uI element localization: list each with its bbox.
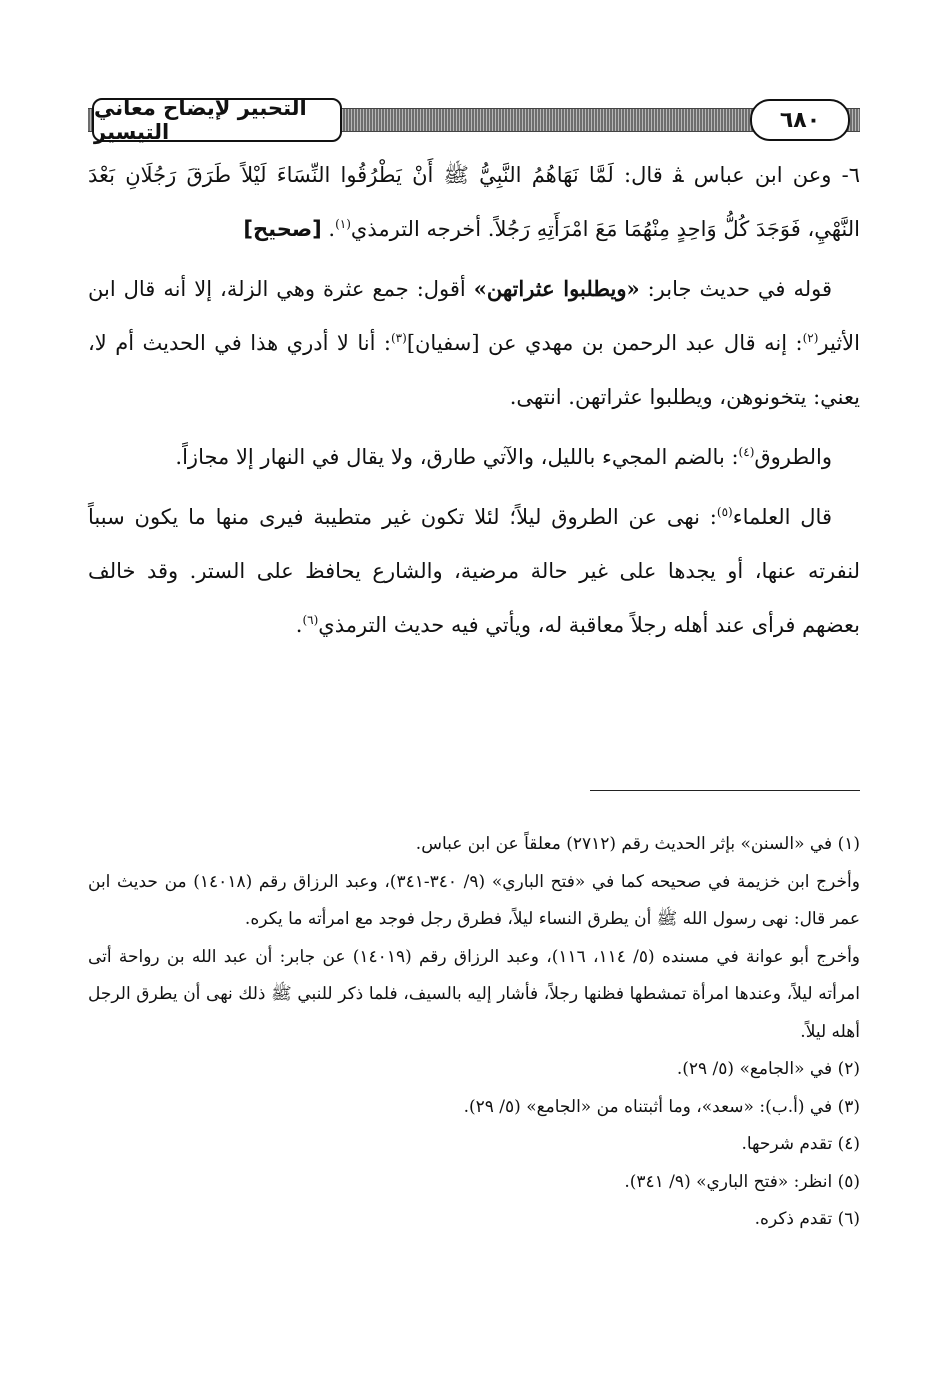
commentary-paragraph-3: قال العلماء$^{(٥)}$: نهى عن الطروق ليلاً؛ لئلا تكون غير متطيبة فيرى منها ما يكون سبباً لنفرته عنها، أو يجدها على غير حالة مرضية، والشارع يحافظ على الستر. وقد خالف بعضهم فرأى عند أهله رجلاً معاقبة له، ويأتي فيه حديث الترمذي$^{(٦)}$. xyxy=(88,505,860,637)
page-number: ٦٨٠ xyxy=(750,99,850,141)
footnote-ref-1: (١) xyxy=(335,217,351,231)
footnote-2: (٢) في «الجامع» (٥/ ٢٩). xyxy=(676,1059,860,1079)
commentary-paragraph-1: قوله في حديث جابر: «ويطلبوا عثراتهن» أقول: جمع عثرة وهي الزلة، إلا أنه قال ابن الأثير$^{(٢)}$: إنه قال عبد الرحمن بن مهدي عن [سفيان]$^{(٣)}$: أنا لا أدري هذا في الحديث أم لا، يعني: يتخونوهن، ويطلبوا عثراتهن. انتهى. xyxy=(88,276,860,409)
footnote-6: (٦) تقدم ذكره. xyxy=(754,1209,860,1229)
hadith-text: لَمَّا نَهَاهُمُ النَّبِيُّ ﷺ أَنْ يَطْرُقُوا النِّسَاءَ لَيْلاً طَرَقَ رَجُلَانِ بَعْدَ النَّهْيِ، فَوَجَدَ كُلُّ وَاحِدٍ مِنْهُمَا مَعَ امْرَأَتِهِ رَجُلاً xyxy=(88,163,860,241)
quoted-phrase: «ويطلبوا عثراتهن» xyxy=(473,276,640,301)
book-title: التحبير لإيضاح معاني التيسير xyxy=(92,98,342,142)
footnote-ref-4: (٤) xyxy=(738,445,755,459)
footnote-1-cont-b: وأخرج أبو عوانة في مسنده (٥/ ١١٤، ١١٦)، وعبد الرزاق رقم (١٤٠١٩) عن جابر: أن عبد الله بن رواحة أتى امرأته ليلاً، وعندها امرأة تمشطها فظنها رجلاً، فأشار إليه بالسيف، فلما ذكر للنبي ﷺ ذلك نهى أن يطرق الرجل أهله ليلاً. xyxy=(88,946,861,1042)
footnote-5: (٥) انظر: «فتح الباري» (٩/ ٣٤١). xyxy=(624,1171,860,1192)
footnote-3: (٣) في (أ.ب): «سعد»، وما أثبتناه من «الجامع» (٥/ ٢٩). xyxy=(463,1096,860,1117)
footnote-ref-5: (٥) xyxy=(716,505,733,519)
honorific-glyph: ﭭ xyxy=(672,163,684,187)
footnote-separator xyxy=(590,790,860,791)
footnote-1: (١) في «السنن» بإثر الحديث رقم (٢٧١٢) معلقاً عن ابن عباس. xyxy=(415,834,860,854)
main-text xyxy=(88,148,860,652)
footnote-ref-2: (٢) xyxy=(802,331,819,345)
running-header xyxy=(88,96,860,146)
footnote-4: (٤) تقدم شرحها. xyxy=(741,1134,860,1154)
footnote-1-cont-a: وأخرج ابن خزيمة في صحيحه كما في «فتح الباري» (٩/ ٣٤٠-٣٤١)، وعبد الرزاق رقم (١٤٠١٨) من حديث ابن عمر قال: نهى رسول الله ﷺ أن يطرق النساء ليلاً، فطرق رجل فوجد مع امرأته ما يكره. xyxy=(88,871,860,929)
footnote-ref-6: (٦) xyxy=(302,613,319,627)
footnotes xyxy=(88,826,860,1239)
footnote-ref-3: (٣) xyxy=(390,331,407,345)
hadith-paragraph: ٦- وعن ابن عباس ﭭ قال: لَمَّا نَهَاهُمُ النَّبِيُّ ﷺ أَنْ يَطْرُقُوا النِّسَاءَ لَيْلاً طَرَقَ رَجُلَانِ بَعْدَ النَّهْيِ، فَوَجَدَ كُلُّ وَاحِدٍ مِنْهُمَا مَعَ امْرَأَتِهِ رَجُلاً. أخرجه الترمذي$^{(١)}$. [صحيح] xyxy=(88,163,860,241)
hadith-grade: [صحيح] xyxy=(243,217,322,241)
commentary-paragraph-2: والطروق$^{(٤)}$: بالضم المجيء بالليل، والآتي طارق، ولا يقال في النهار إلا مجازاً. xyxy=(175,445,832,469)
